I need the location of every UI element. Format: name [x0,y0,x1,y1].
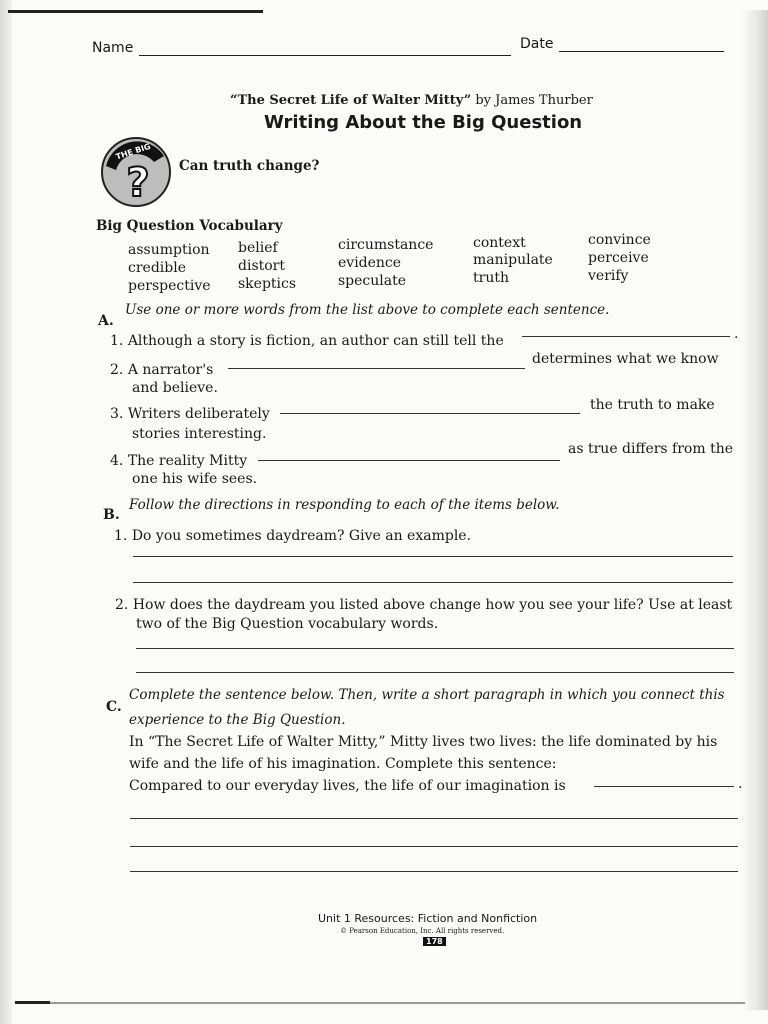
vocab-word: belief [238,240,278,256]
section-b-letter: B. [103,507,120,523]
item-text: A narrator's [127,362,214,378]
answer-line-a2[interactable] [228,368,525,369]
answer-line-b2-1[interactable] [136,648,734,649]
section-b-directions: Follow the directions in responding to each of the items below. [129,497,560,513]
name-label: Name [92,40,134,56]
vocab-word: circumstance [338,237,434,253]
item-a3-cont: stories interesting. [132,426,267,442]
scan-edge-top [8,10,263,13]
section-c-text-2: wife and the life of his imagination. Complete this sentence: [129,756,557,772]
answer-line-c-2[interactable] [130,846,738,847]
vocab-word: credible [128,260,186,276]
vocab-word: assumption [128,242,210,258]
vocabulary-list [128,232,688,298]
scan-mark-bottom [15,1001,50,1004]
item-b2-cont: two of the Big Question vocabulary words. [136,616,439,632]
svg-text:?: ? [126,160,150,206]
answer-line-b1-2[interactable] [133,582,733,583]
scan-shadow-right [742,10,768,1010]
big-question-text: Can truth change? [179,158,320,174]
answer-line-b1-1[interactable] [133,556,733,557]
name-field[interactable] [92,40,511,56]
answer-line-a4[interactable] [258,460,560,461]
section-c-text-1: In “The Secret Life of Walter Mitty,” Mitty lives two lives: the life dominated by his [129,734,718,750]
answer-line-b2-2[interactable] [136,672,734,673]
vocab-word: truth [473,270,509,286]
footer-unit: Unit 1 Resources: Fiction and Nonfiction [318,912,538,925]
section-c-text-3: Compared to our everyday lives, the life of our imagination is [129,778,566,794]
section-a-directions: Use one or more words from the list above to complete each sentence. [125,302,610,318]
story-title: “The Secret Life of Walter Mitty” [230,93,472,108]
page-number: 178 [423,937,446,946]
date-line[interactable] [559,37,724,52]
item-number: 1. [114,528,128,544]
item-a1 [110,333,504,349]
item-text: How does the daydream you listed above change how you see your life? Use at least [132,597,733,613]
answer-line-a3[interactable] [280,413,580,414]
item-a3-after: the truth to make [590,397,715,413]
big-question-badge-text: THE BIG [114,141,152,162]
answer-line-c-inline[interactable] [594,786,734,787]
vocab-word: evidence [338,255,402,271]
item-number: 2. [115,597,129,613]
vocab-word: perspective [128,278,211,294]
vocabulary-title: Big Question Vocabulary [96,218,283,234]
big-question-icon [98,132,174,208]
vocab-word: perceive [588,250,649,266]
vocab-word: speculate [338,273,407,289]
item-text: Do you sometimes daydream? Give an example. [131,528,472,544]
item-a3 [110,406,270,422]
section-c-directions-1: Complete the sentence below. Then, write a short paragraph in which you connect this [129,687,725,703]
item-number: 3. [110,406,124,422]
item-b2 [115,597,732,613]
item-a4-after: as true differs from the [568,441,734,457]
story-attribution [230,93,593,108]
answer-line-c-1[interactable] [130,818,738,819]
answer-line-a1[interactable] [522,336,730,337]
vocab-word: verify [588,268,629,284]
vocab-word: distort [238,258,285,274]
item-b1 [114,528,471,544]
section-a-letter: A. [98,313,114,329]
item-text: Writers deliberately [127,406,270,422]
date-label: Date [520,36,554,52]
section-c-directions-2: experience to the Big Question. [129,712,346,728]
vocab-word: convince [588,232,651,248]
answer-line-c-3[interactable] [130,871,738,872]
vocab-word: skeptics [238,276,297,292]
item-number: 1. [110,333,124,349]
vocab-word: context [473,235,526,251]
footer-copyright: © Pearson Education, Inc. All rights reserved. [340,927,505,935]
item-a4-cont: one his wife sees. [132,471,258,487]
item-a4 [110,453,247,469]
vocab-word: manipulate [473,252,553,268]
section-c-text-3-end: . [738,776,743,792]
date-field[interactable] [520,36,724,52]
page-title: Writing About the Big Question [264,112,583,133]
item-a2 [110,362,213,378]
name-line[interactable] [139,41,511,56]
story-author: by James Thurber [471,93,593,108]
item-text: The reality Mitty [127,453,248,469]
item-number: 4. [110,453,124,469]
scan-edge-bottom [15,1002,745,1004]
item-text: Although a story is fiction, an author can still tell the [127,333,504,349]
item-a1-end: . [734,326,739,342]
item-number: 2. [110,362,124,378]
section-c-letter: C. [106,699,122,715]
item-a2-cont: and believe. [132,380,218,396]
scan-shadow-left [0,0,12,1024]
item-a2-after: determines what we know [532,351,719,367]
